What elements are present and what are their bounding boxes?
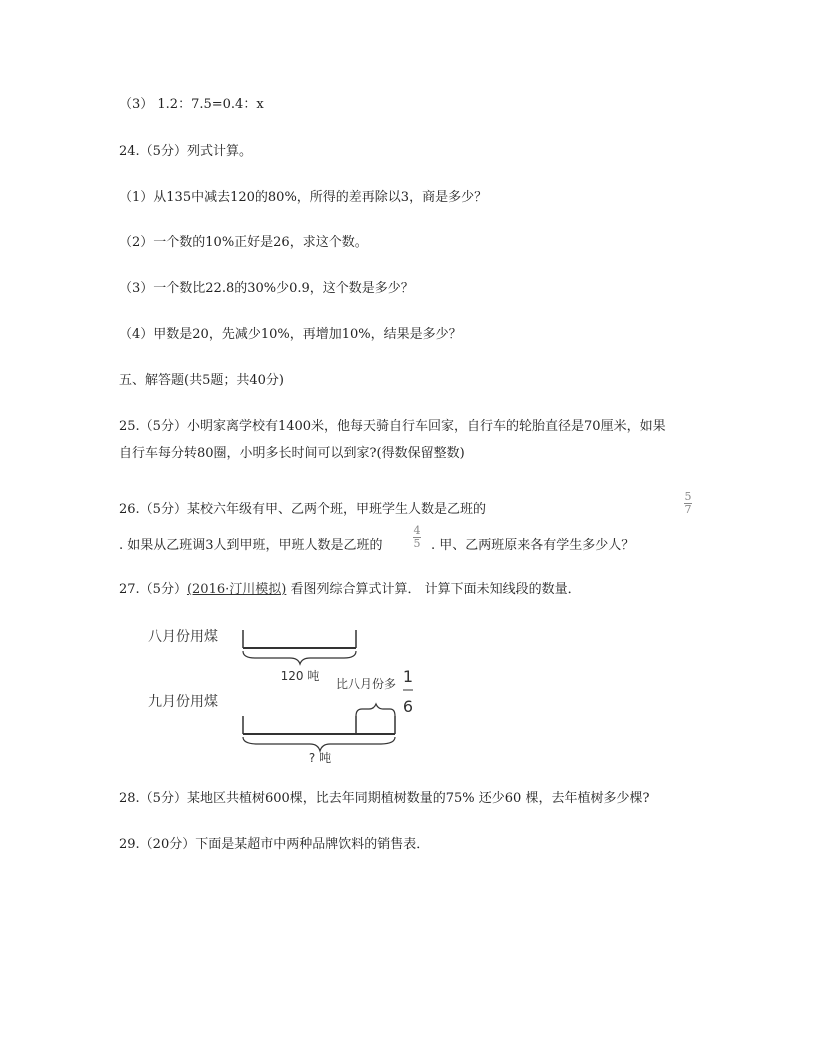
more-frac-num: 1 bbox=[402, 667, 414, 686]
q26-line1: 26.（5分）某校六年级有甲、乙两个班，甲班学生人数是乙班的 bbox=[119, 502, 486, 517]
q29-line: 29.（20分）下面是某超市中两种品牌饮料的销售表． bbox=[119, 837, 430, 852]
fraction-den: 7 bbox=[684, 503, 692, 516]
aug-label: 八月份用煤 bbox=[148, 629, 218, 645]
q27-line bbox=[119, 581, 581, 599]
more-frac-den: 6 bbox=[402, 697, 414, 716]
q27-prefix: 27.（5分） bbox=[119, 582, 187, 597]
sep-total-brace bbox=[243, 737, 395, 751]
fraction-num: 5 bbox=[684, 490, 692, 503]
fraction-num: 4 bbox=[413, 524, 421, 537]
q24-part4: （4）甲数是20，先减少10%，再增加10%，结果是多少？ bbox=[119, 327, 462, 342]
coal-diagram bbox=[140, 620, 440, 780]
sep-unknown: ? 吨 bbox=[308, 751, 332, 765]
eq-3: （3） 1.2：7.5=0.4：x bbox=[119, 97, 264, 112]
q27-text: 看图列综合算式计算． 计算下面未知线段的数量． bbox=[286, 582, 581, 597]
q25-line1: 25.（5分）小明家离学校有1400米，他每天骑自行车回家，自行车的轮胎直径是70厘米，如果 bbox=[119, 419, 666, 434]
q24-title: 24.（5分）列式计算。 bbox=[119, 144, 252, 159]
q26-line2 bbox=[119, 537, 383, 555]
q25-line2: 自行车每分转80圈，小明多长时间可以到家?(得数保留整数) bbox=[119, 446, 465, 461]
aug-brace bbox=[243, 651, 356, 664]
q26-line2-post: . 甲、乙两班原来各有学生多少人？ bbox=[431, 538, 635, 553]
fraction-den: 5 bbox=[413, 537, 421, 550]
section5-heading: 五、解答题(共5题；共40分) bbox=[119, 373, 284, 388]
sep-extra-brace bbox=[356, 704, 395, 716]
more-label: 比八月份多 bbox=[336, 677, 397, 691]
q27-source-link[interactable]: (2016·汀川模拟) bbox=[186, 582, 287, 597]
aug-value: 120 吨 bbox=[280, 669, 320, 683]
q26-line2-pre: . 如果从乙班调3人到甲班，甲班人数是乙班的 bbox=[119, 538, 383, 553]
q28-line: 28.（5分）某地区共植树600棵，比去年同期植树数量的75% 还少60 棵，去年植树多少棵? bbox=[119, 791, 650, 806]
sep-label: 九月份用煤 bbox=[148, 694, 218, 710]
fraction-5-7 bbox=[684, 492, 692, 515]
q24-part1: （1）从135中减去120的80%，所得的差再除以3，商是多少？ bbox=[119, 190, 488, 205]
q24-part3: （3）一个数比22.8的30%少0.9，这个数是多少？ bbox=[119, 281, 414, 296]
fraction-4-5 bbox=[413, 526, 421, 549]
q24-part2: （2）一个数的10%正好是26，求这个数。 bbox=[119, 235, 368, 250]
